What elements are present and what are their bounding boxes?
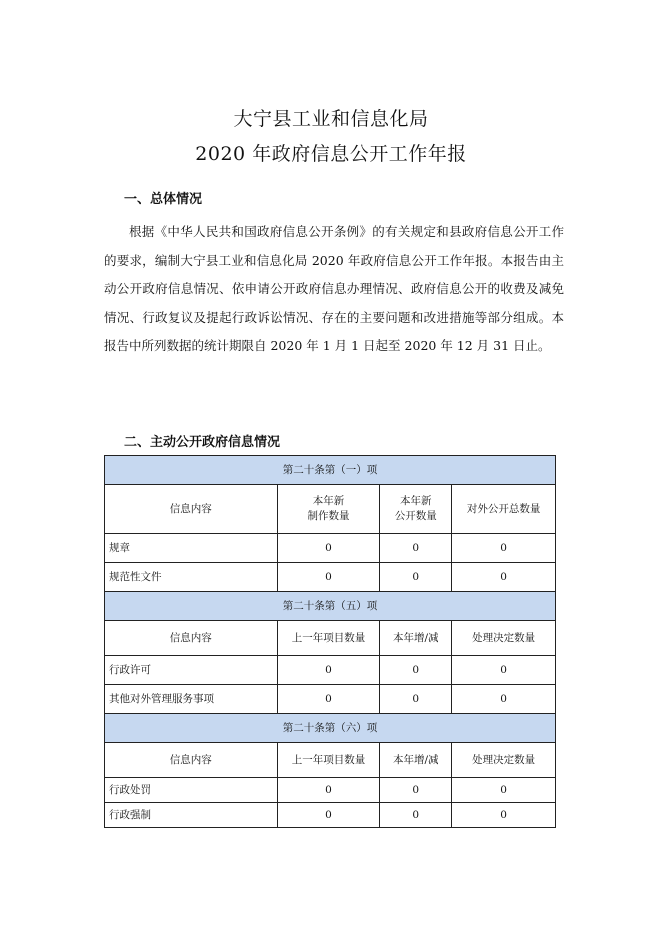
column-header: 本年增/减	[380, 743, 452, 778]
cell-value: 0	[277, 803, 380, 828]
row-label: 行政处罚	[105, 778, 278, 803]
cell-value: 0	[277, 534, 380, 563]
table-row	[105, 685, 556, 714]
cell-value: 0	[452, 563, 556, 592]
cell-value: 0	[380, 534, 452, 563]
report-title-line2: 2020 年政府信息公开工作年报	[195, 143, 467, 165]
cell-value: 0	[452, 656, 556, 685]
table-row	[105, 656, 556, 685]
overview-paragraph	[104, 218, 564, 361]
table-row	[105, 778, 556, 803]
row-label: 其他对外管理服务事项	[105, 685, 278, 714]
cell-value: 0	[277, 778, 380, 803]
column-header: 本年新 制作数量	[277, 485, 380, 534]
table-row	[105, 803, 556, 828]
report-title-line1: 大宁县工业和信息化局	[233, 108, 429, 130]
section-title: 第二十条第（一）项	[105, 456, 556, 485]
overview-text: 根据《中华人民共和国政府信息公开条例》的有关规定和县政府信息公开工作的要求，编制大宁县工业和信息化局 2020 年政府信息公开工作年报。本报告由主动公开政府信息情况、依申请公开政府信息办理情况、政府信息公开的收费及减免情况、行政复议及提起行政诉讼情况、存在的主要问题和改进措施等部分组成。本报告中所列数据的统计期限自 2020 年 1 月 1 日起至 2020 年 12 月 31 日止。	[104, 224, 564, 353]
cell-value: 0	[380, 778, 452, 803]
table-header-row	[105, 621, 556, 656]
column-header: 本年增/减	[380, 621, 452, 656]
cell-value: 0	[380, 563, 452, 592]
section-heading-active-disclosure: 二、主动公开政府信息情况	[124, 435, 281, 450]
cell-value: 0	[452, 803, 556, 828]
cell-value: 0	[452, 534, 556, 563]
column-header: 处理决定数量	[452, 621, 556, 656]
cell-value: 0	[380, 656, 452, 685]
column-header: 本年新 公开数量	[380, 485, 452, 534]
cell-value: 0	[452, 778, 556, 803]
cell-value: 0	[277, 685, 380, 714]
column-header: 上一年项目数量	[277, 621, 380, 656]
table-section-header	[105, 714, 556, 743]
table-section-header	[105, 456, 556, 485]
row-label: 规范性文件	[105, 563, 278, 592]
cell-value: 0	[277, 656, 380, 685]
row-label: 规章	[105, 534, 278, 563]
table-row	[105, 563, 556, 592]
column-header: 上一年项目数量	[277, 743, 380, 778]
cell-value: 0	[380, 685, 452, 714]
section-title: 第二十条第（五）项	[105, 592, 556, 621]
row-label: 行政强制	[105, 803, 278, 828]
column-header: 信息内容	[105, 621, 278, 656]
table-header-row	[105, 743, 556, 778]
section-heading-overview: 一、总体情况	[124, 192, 203, 207]
cell-value: 0	[277, 563, 380, 592]
table-section-header	[105, 592, 556, 621]
column-header: 对外公开总数量	[452, 485, 556, 534]
table-row	[105, 534, 556, 563]
column-header: 信息内容	[105, 743, 278, 778]
table-header-row	[105, 485, 556, 534]
cell-value: 0	[380, 803, 452, 828]
cell-value: 0	[452, 685, 556, 714]
column-header: 信息内容	[105, 485, 278, 534]
section-title: 第二十条第（六）项	[105, 714, 556, 743]
active-disclosure-table	[104, 455, 556, 828]
column-header: 处理决定数量	[452, 743, 556, 778]
row-label: 行政许可	[105, 656, 278, 685]
